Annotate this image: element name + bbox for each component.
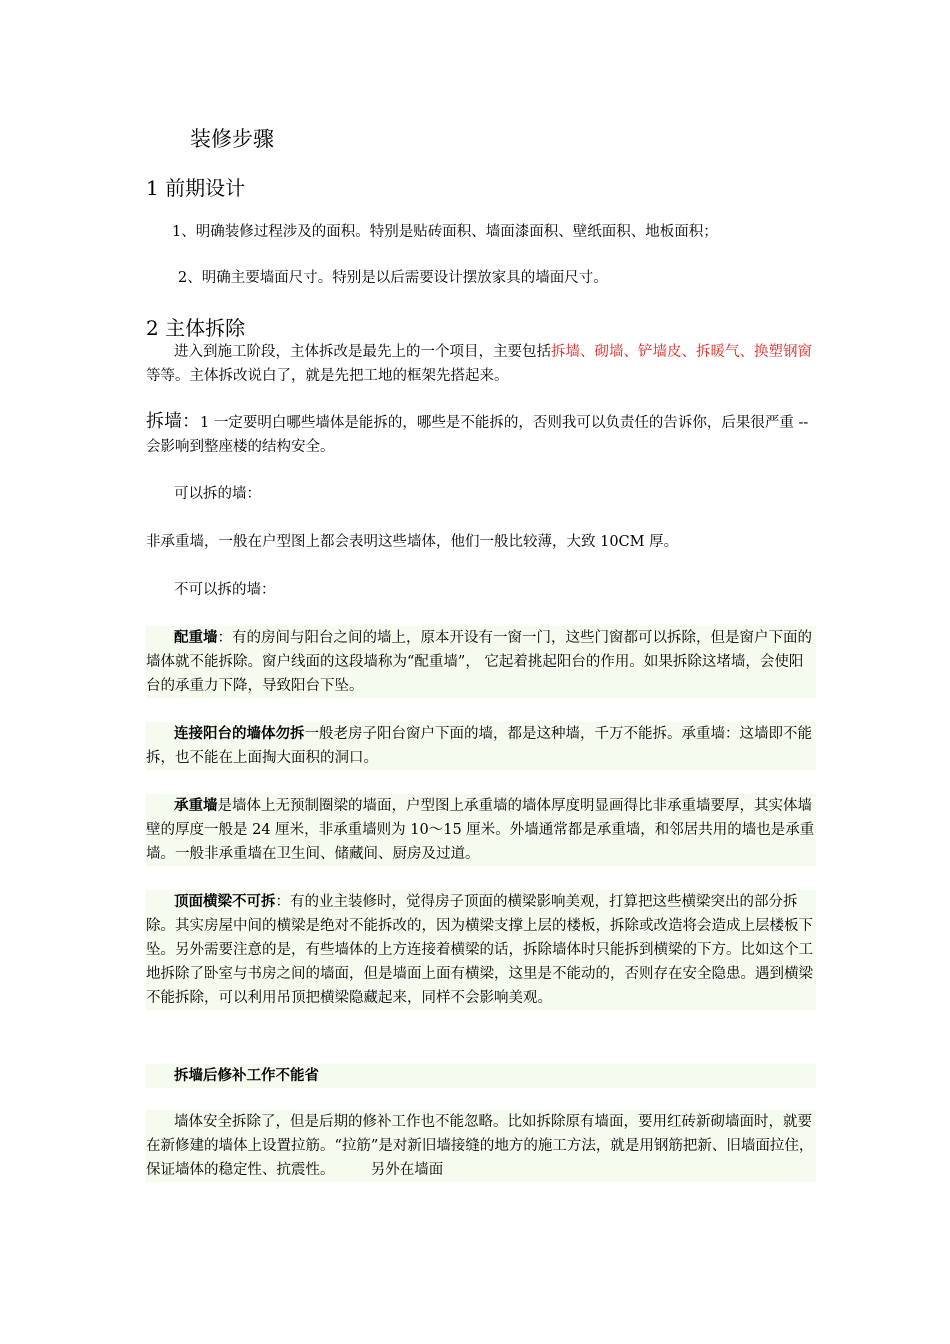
para-load-bearing-wall (146, 794, 816, 866)
s1-item-2: 2、明确主要墙面尺寸。特别是以后需要设计摆放家具的墙面尺寸。 (178, 270, 608, 286)
para-ceiling-beam (146, 890, 816, 1010)
can-remove-text: 非承重墙，一般在户型图上都会表明这些墙体，他们一般比较薄，大致 10CM 厚。 (146, 534, 679, 550)
repair-heading (146, 1064, 816, 1088)
balcony-wall-term: 连接阳台的墙体勿拆 (174, 725, 305, 742)
wall-removal-label: 拆墙： (146, 411, 200, 432)
repair-heading-term: 拆墙后修补工作不能省 (174, 1067, 319, 1084)
wall-removal-text: 1 一定要明白哪些墙体是能拆的，哪些是不能拆的，否则我可以负责任的告诉你，后果很严重 --会影响到整座楼的结构安全。 (146, 415, 809, 455)
intro-red-items: 拆墙、砌墙、铲墙皮、拆暖气、换塑钢窗 (551, 344, 812, 360)
can-remove-heading: 可以拆的墙： (174, 486, 261, 502)
cannot-remove-heading: 不可以拆的墙： (174, 582, 276, 598)
load-bearing-wall-text: 是墙体上无预制圈梁的墙面，户型图上承重墙的墙体厚度明显画得比非承重墙要厚，其实体墙壁的厚度一般是 24 厘米，非承重墙则为 10～15 厘米。外墙通常都是承重墙，和邻居共用的墙也是承重墙。一般非承重墙在卫生间、储藏间、厨房及过道。 (146, 798, 815, 862)
para-balcony-wall (146, 722, 816, 770)
para-repair: 墙体安全拆除了，但是后期的修补工作也不能忽略。比如拆除原有墙面，要用红砖新砌墙面时，就要在新修建的墙体上设置拉筋。“拉筋”是对新旧墙接缝的地方的施工方法，就是用钢筋把新、旧墙面拉住，保证墙体的稳定性、抗震性。 另外在墙面 (146, 1110, 816, 1182)
ceiling-beam-term: 顶面横梁不可拆 (174, 893, 276, 910)
s2-intro (146, 340, 816, 388)
section-2-heading: 2 主体拆除 (146, 316, 246, 340)
s1-item-1: 1、明确装修过程涉及的面积。特别是贴砖面积、墙面漆面积、壁纸面积、地板面积； (172, 224, 718, 240)
ceiling-beam-text: ：有的业主装修时，觉得房子顶面的横梁影响美观，打算把这些横梁突出的部分拆除。其实房屋中间的横梁是绝对不能拆改的，因为横梁支撑上层的楼板，拆除或改造将会造成上层楼板下坠。另外需要注意的是，有些墙体的上方连接着横梁的话，拆除墙体时只能拆到横梁的下方。比如这个工地拆除了卧室与书房之间的墙面，但是墙面上面有横梁，这里是不能动的，否则存在安全隐患。遇到横梁不能拆除，可以利用吊顶把横梁隐藏起来，同样不会影响美观。 (146, 894, 813, 1006)
para-counterweight-wall (146, 626, 816, 698)
load-bearing-wall-term: 承重墙 (174, 797, 218, 814)
counterweight-wall-term: 配重墙 (174, 629, 218, 646)
document-title: 装修步骤 (190, 127, 274, 151)
section-1-heading: 1 前期设计 (146, 176, 246, 200)
wall-removal-para (146, 410, 816, 459)
counterweight-wall-text: ：有的房间与阳台之间的墙上，原本开设有一窗一门，这些门窗都可以拆除，但是窗户下面的墙体就不能拆除。窗户线面的这段墙称为“配重墙”， 它起着挑起阳台的作用。如果拆除这堵墙，会使阳台的承重力下降，导致阳台下坠。 (146, 630, 812, 694)
balcony-wall-text: 一般老房子阳台窗户下面的墙，都是这种墙，千万不能拆。承重墙：这墙即不能拆，也不能在上面掏大面积的洞口。 (146, 726, 812, 766)
intro-text-b: 等等。主体拆改说白了，就是先把工地的框架先搭起来。 (146, 368, 509, 384)
intro-text-a: 进入到施工阶段，主体拆改是最先上的一个项目，主要包括 (174, 344, 551, 360)
